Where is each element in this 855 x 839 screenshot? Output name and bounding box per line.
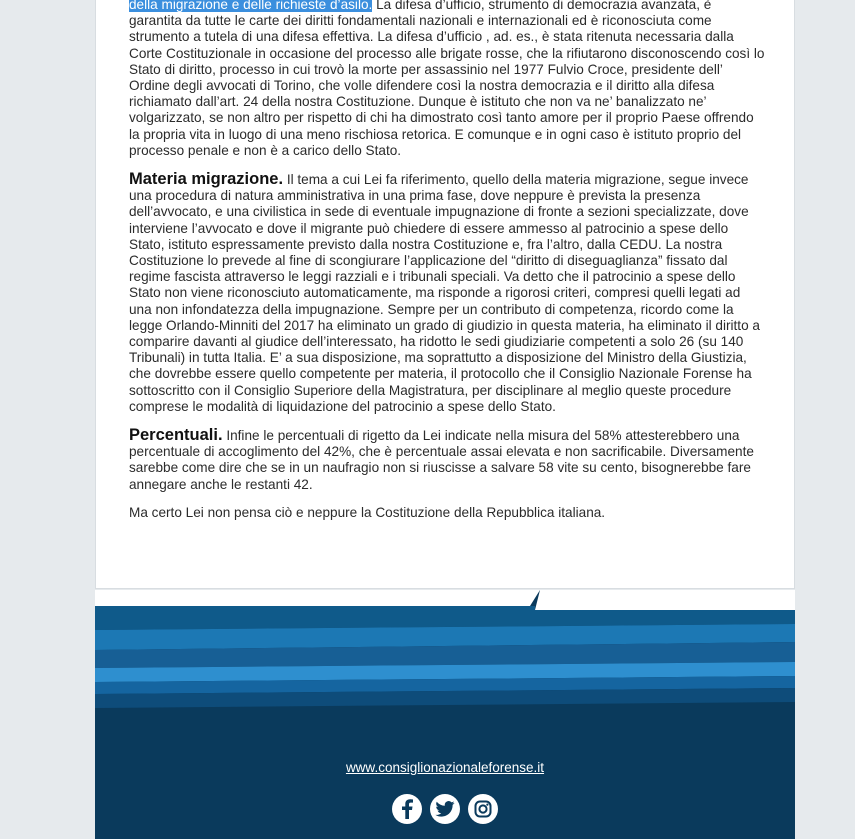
article-body (95, 0, 795, 589)
paragraph-difesa-ufficio (129, 0, 765, 159)
paragraph-text: Ma certo Lei non pensa ciò e neppure la Costituzione della Repubblica italiana. (129, 504, 606, 520)
paragraph-text: Il tema a cui Lei fa riferimento, quello della materia migrazione, segue invece una procedura di natura amministrativa in una prima fase, dove neppure è prevista la presenza dell’avvocato, e una civilistica in sede di eventuale impugnazione di fronte a sezioni specializzate, dove interviene l’avvocato e dove il migrante può chiedere di essere ammesso al patrocinio a spese dello Stato, istituto espressamente previsto dalla nostra Costituzione e, fra l’altro, dalla CEDU. La nostra Costituzione lo prevede al fine di scongiurare l’applicazione del “diritto di diseguaglianza” fissato dal regime fascista attraverso le leggi razziali e i tribunali speciali. Va detto che il patrocinio a spese dello Stato non viene riconosciuto automaticamente, ma risponde a rigorosi criteri, compresi quelli legati ad una non infondatezza della impugnazione. Sempre per un contributo di competenza, ricordo come la legge Orlando-Minniti del 2017 ha eliminato un grado di giudizio in questa materia, ha eliminato il diritto a comparire davanti al giudice dell’interessato, ha ridotto le sedi giudiziarie competenti a solo 26 (su 140 Tribunali) in tutta Italia. E’ a sua disposizione, ma soprattutto a disposizione del Ministro della Giustizia, che dovrebbe essere quello competente per materia, il protocollo che il Consiglio Nazionale Forense ha sottoscritto con il Consiglio Superiore della Magistratura, per disciplinare al meglio queste procedure comprese le modalità di liquidazione del patrocinio a spese dello Stato. (129, 172, 760, 414)
email-page (95, 0, 795, 839)
paragraph-percentuali (129, 427, 765, 493)
social-links (95, 794, 795, 824)
footer (95, 590, 795, 839)
paragraph-materia-migrazione (129, 171, 765, 415)
instagram-icon[interactable] (468, 794, 498, 824)
facebook-icon[interactable] (392, 794, 422, 824)
section-heading: Percentuali. (129, 426, 223, 445)
paragraph-closing (129, 505, 765, 521)
twitter-icon[interactable] (430, 794, 460, 824)
website-link[interactable]: www.consiglionazionaleforense.it (345, 760, 545, 775)
paragraph-text: La difesa d’ufficio, strumento di democrazia avanzata, è garantita da tutte le carte dei diritti fondamentali nazionali e internazionali ed è riconosciuta come strumento a tutela di una difesa effettiva. La difesa d’ufficio , ad. es., è stata ritenuta necessaria dalla Corte Costituzionale in occasione del processo alle brigate rosse, che la rifiutarono disconoscendo così lo Stato di diritto, processo in cui trovò la morte per assassinio nel 1977 Fulvio Croce, presidente dell’ Ordine degli avvocati di Torino, che volle difendere così la nostra democrazia e il diritto alla difesa richiamato dall’art. 24 della nostra Costituzione. Dunque è istituto che non va ne’ banalizzato ne’ volgarizzato, se non altro per rispetto di chi ha dimostrato così tanto amore per il proprio Paese offrendo la propria vita in luogo di una meno rischiosa retorica. E comunque e in ogni caso è istituto proprio del processo penale e non è a carico dello Stato. (129, 0, 765, 158)
paragraph-text: Infine le percentuali di rigetto da Lei indicate nella misura del 58% attesterebbero una percentuale di accoglimento del 42%, che è percentuale assai elevata e non sacrificabile. Diversamente sarebbe come dire che se in un naufragio non si riuscisse a salvare 58 vite su cento, bisognerebbe fare annegare anche le restanti 42. (129, 428, 754, 492)
article-text (129, 0, 765, 533)
selected-text[interactable]: della migrazione e delle richieste d’asilo. (129, 0, 372, 12)
section-heading: Materia migrazione. (129, 170, 284, 189)
